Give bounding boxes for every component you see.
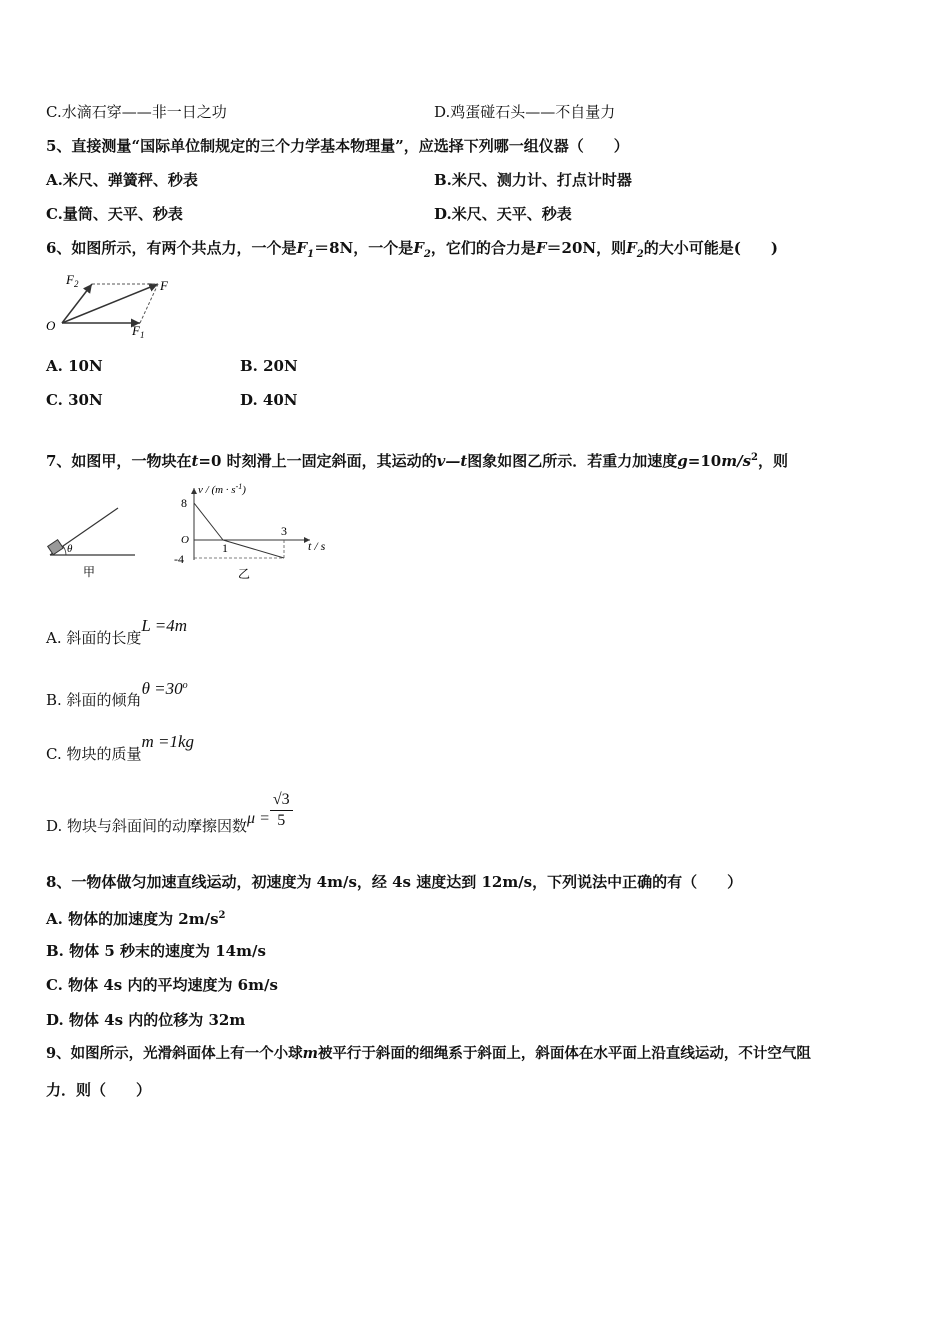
q6-fig-f-label: F: [160, 278, 168, 293]
q7-option-c: C. 物块的质量m =1kg: [46, 732, 195, 763]
q7-vt-ylabel: $v / (m \cdot s^{-1})$: [198, 482, 246, 496]
q7-fig-jia-caption: 甲: [83, 565, 96, 579]
q7-option-a: A. 斜面的长度L =4m: [46, 616, 188, 647]
q7-incline-figure: [40, 500, 140, 582]
q5-option-d: D.米尺、天平、秒表: [434, 205, 572, 223]
q7-vt-tick-neg4: -4: [174, 552, 184, 566]
q6-option-a: A. 10N: [46, 357, 103, 375]
q6-fig-f1-label: $F_1$: [132, 323, 145, 340]
q7-vt-tick-1: 1: [222, 541, 228, 555]
q8-option-a: A. 物体的加速度为 $2m/s^2$: [46, 910, 226, 928]
q5-option-c: C.量筒、天平、秒表: [46, 205, 183, 223]
q8-option-c: C. 物体 4s 内的平均速度为 6m/s: [46, 976, 278, 994]
q8-option-d: D. 物体 4s 内的位移为 32m: [46, 1011, 246, 1029]
q7-fraction: $\frac{√3}{5}$: [270, 790, 293, 831]
q7-stem: 7、如图甲，一物块在t=0 时刻滑上一固定斜面，其运动的v—t图象如图乙所示．若重力加速度$g=10m/s^2$，则: [46, 452, 789, 470]
q4-option-d: D.鸡蛋碰石头——不自量力: [434, 103, 616, 121]
q6-fig-f2-label: $F_2$: [66, 272, 79, 289]
q6-option-c: C. 30N: [46, 391, 103, 409]
q6-f2-symbol: $F_2$: [413, 239, 431, 260]
q4-option-c: C.水滴石穿——非一日之功: [46, 103, 227, 121]
q8-stem: 8、一物体做匀加速直线运动，初速度为 4m/s，经 4s 速度达到 12m/s，下列说法中正确的有（ ）: [46, 873, 743, 891]
q7-vt-segment-2: [223, 540, 284, 558]
q6-stem: 6、如图所示，有两个共点力，一个是$F_1=8N$，一个是$F_2$，它们的合力是F＝20N，则$F_2$的大小可能是( ): [46, 239, 778, 260]
q6-f-symbol: F: [535, 239, 547, 257]
q5-option-a: A.米尺、弹簧秤、秒表: [46, 171, 198, 189]
q9-stem-line2: 力．则（ ）: [46, 1081, 152, 1099]
q7-vt-tick-8: 8: [181, 496, 187, 510]
q7-option-d: D. 物块与斜面间的动摩擦因数μ = $\frac{√3}{5}$: [46, 790, 293, 844]
q8-option-b: B. 物体 5 秒末的速度为 14m/s: [46, 942, 266, 960]
q6-force-diagram: [40, 268, 190, 340]
q7-theta-label: θ: [67, 543, 73, 555]
q7-vt-segment-1: [194, 503, 223, 540]
q7-vt-origin: O: [181, 534, 189, 546]
q7-option-b: B. 斜面的倾角$\theta =30^o$: [46, 679, 188, 709]
q6-option-b: B. 20N: [240, 357, 298, 375]
q7-incline-block: [48, 540, 64, 555]
q6-fig-o-label: O: [46, 318, 56, 333]
q6-f1-symbol: $F_1$: [296, 239, 315, 260]
q5-option-b: B.米尺、测力计、打点计时器: [434, 171, 632, 189]
q9-stem-line1: 9、如图所示，光滑斜面体上有一个小球m被平行于斜面的细绳系于斜面上，斜面体在水平面上沿直线运动，不计空气阻: [46, 1045, 811, 1062]
q5-stem: 5、直接测量“国际单位制规定的三个力学基本物理量”，应选择下列哪一组仪器（ ）: [46, 137, 629, 155]
q7-vt-xlabel: t / s: [308, 539, 326, 553]
q6-option-d: D. 40N: [240, 391, 298, 409]
q7-angle-arc: [63, 546, 66, 555]
q7-vt-tick-3: 3: [281, 524, 287, 538]
q7-fig-yi-caption: 乙: [238, 567, 251, 581]
q7-vt-graph: [168, 478, 338, 586]
q6-f2b-symbol: $F_2$: [626, 239, 644, 260]
